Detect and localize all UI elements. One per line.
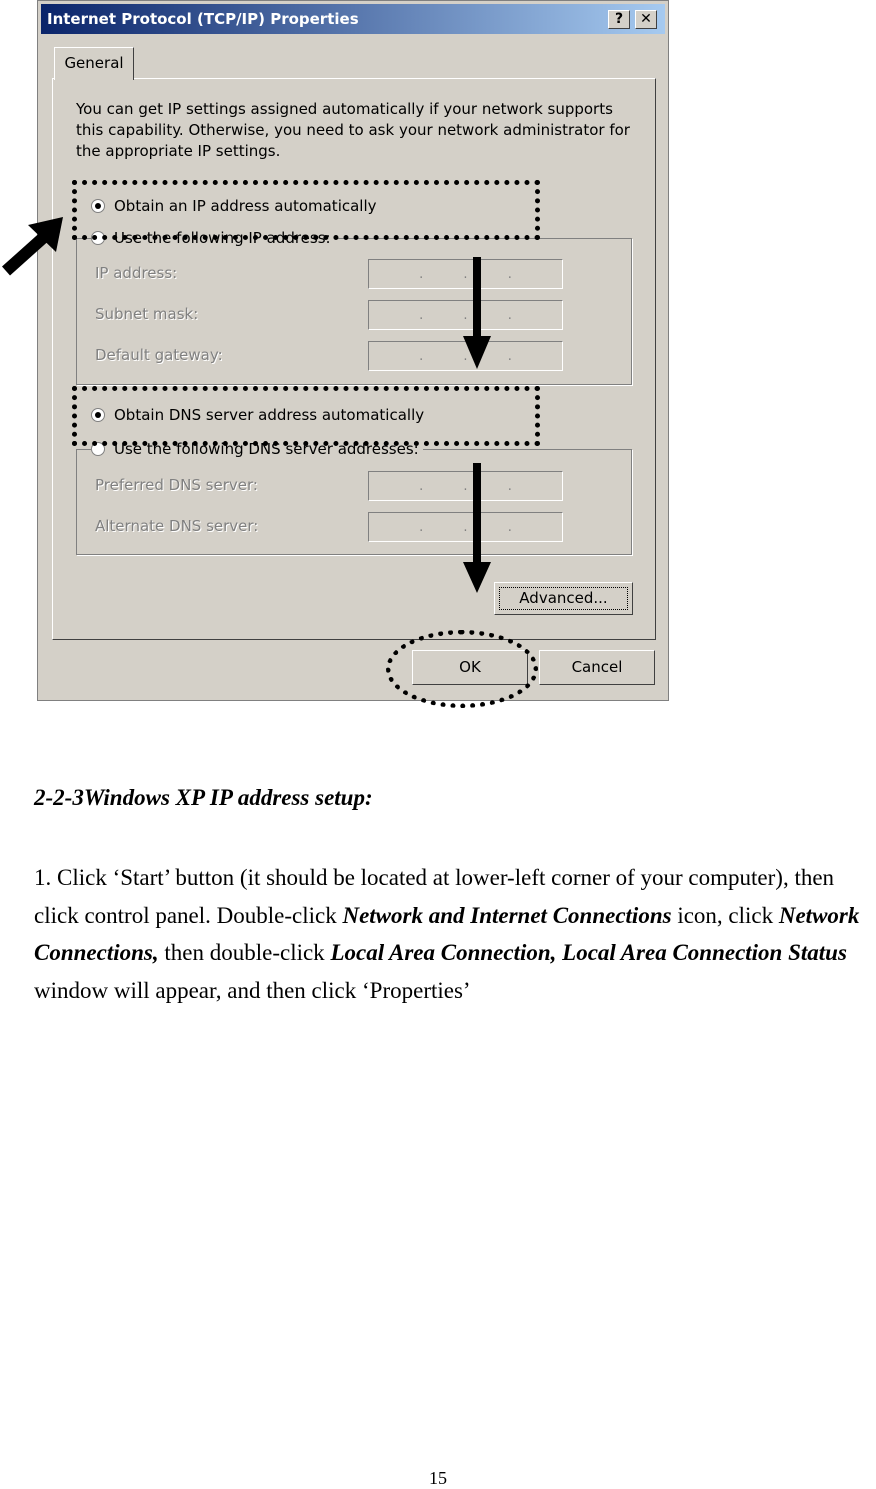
- close-button[interactable]: ✕: [635, 10, 657, 29]
- bold-local-area-connection: Local Area Connection, Local Area Connection Status: [330, 940, 847, 965]
- diagonal-arrow-icon: [6, 217, 63, 271]
- preferred-dns-label: Preferred DNS server:: [95, 476, 258, 494]
- bold-network-internet: Network and Internet Connections: [342, 902, 672, 928]
- ok-button[interactable]: OK: [412, 650, 528, 685]
- cancel-button[interactable]: Cancel: [539, 650, 655, 685]
- dialog-title: Internet Protocol (TCP/IP) Properties: [47, 10, 359, 28]
- default-gateway-label: Default gateway:: [95, 346, 223, 364]
- use-dns-label: Use the following DNS server addresses:: [114, 440, 419, 458]
- advanced-button[interactable]: Advanced...: [494, 582, 633, 615]
- section-heading: 2-2-3Windows XP IP address setup:: [34, 785, 373, 810]
- obtain-ip-label: Obtain an IP address automatically: [114, 197, 377, 215]
- ip-address-label: IP address:: [95, 264, 178, 282]
- tab-general[interactable]: General: [54, 47, 134, 80]
- alternate-dns-field[interactable]: . . .: [368, 512, 563, 542]
- use-ip-label: Use the following IP address:: [114, 229, 331, 247]
- help-button[interactable]: ?: [608, 10, 630, 29]
- alternate-dns-label: Alternate DNS server:: [95, 517, 259, 535]
- ip-address-field[interactable]: . . .: [368, 259, 563, 289]
- intro-text: You can get IP settings assigned automatically if your network supports this capability. Otherwise, you need to ask your network administrator for the appropriate IP settings.: [76, 100, 630, 160]
- preferred-dns-field[interactable]: . . .: [368, 471, 563, 501]
- down-arrow-icon: [463, 463, 491, 593]
- default-gateway-field[interactable]: . . .: [368, 341, 563, 371]
- bold-network-connections: Network Connections,: [34, 902, 860, 965]
- annotation-arrows: [0, 0, 876, 720]
- subnet-mask-label: Subnet mask:: [95, 305, 199, 323]
- down-arrow-icon: [463, 257, 491, 369]
- obtain-dns-label: Obtain DNS server address automatically: [114, 406, 425, 424]
- instruction-paragraph: 1. Click ‘Start’ button (it should be located at lower-left corner of your computer), then click control panel. Double-click Network and Internet Connections icon, click Network Connections, then double-click Local Area Connection, Local Area Connection Status window will appear, and then click ‘Properties’: [34, 865, 860, 1003]
- page-number: 15: [429, 1468, 447, 1488]
- subnet-mask-field[interactable]: . . .: [368, 300, 563, 330]
